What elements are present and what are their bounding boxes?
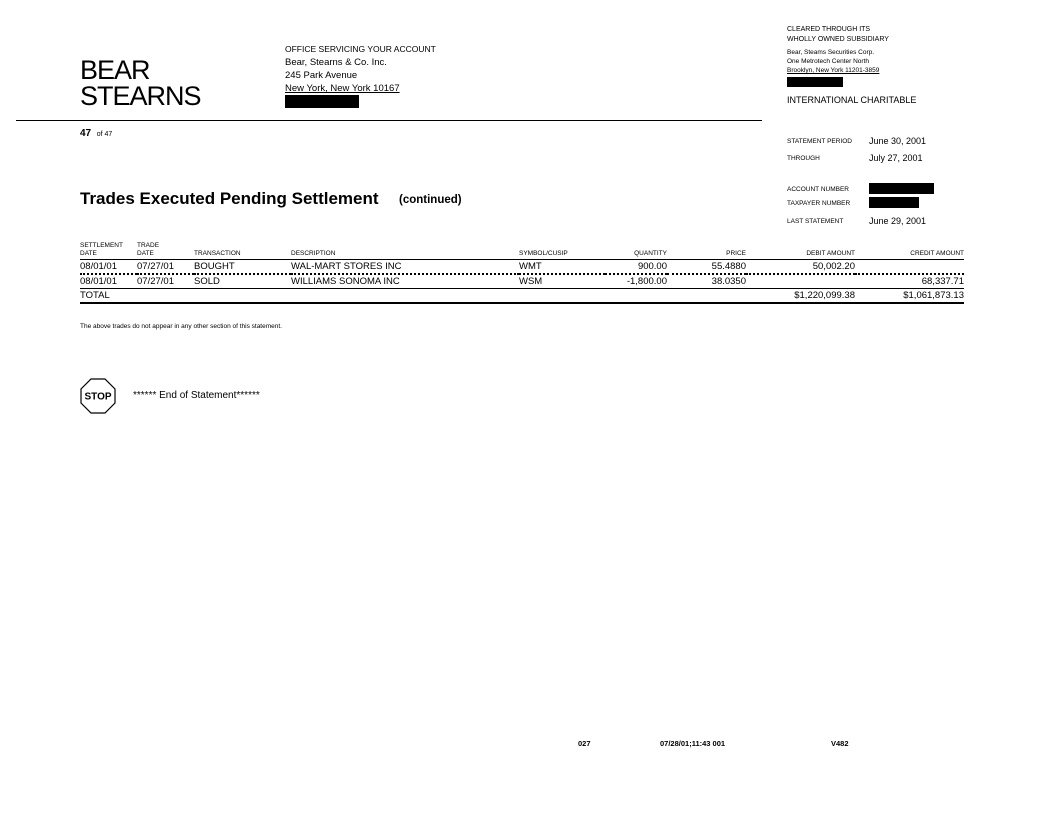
trades-note: The above trades do not appear in any other section of this statement. <box>80 323 282 330</box>
page-current: 47 <box>80 128 92 139</box>
bear-stearns-logo <box>80 57 200 109</box>
cell-settlement-date: 08/01/01 <box>80 260 137 275</box>
cell-description: WAL-MART STORES INC <box>291 260 519 275</box>
trades-table <box>80 242 964 304</box>
cell-settlement-date: 08/01/01 <box>80 274 137 289</box>
office-name: Bear, Stearns & Co. Inc. <box>285 57 387 68</box>
redacted-office-info <box>285 95 359 108</box>
page-of-total: of 47 <box>96 131 113 138</box>
section-continued: (continued) <box>399 194 462 206</box>
cell-trade-date: 07/27/01 <box>137 260 194 275</box>
clearing-name: Bear, Steams Securities Corp. <box>787 49 875 56</box>
cell-credit-amount: 68,337.71 <box>855 274 964 289</box>
clearing-line-1: CLEARED THROUGH ITS <box>787 26 871 33</box>
cell-price: 55.4880 <box>667 260 746 275</box>
cell-price: 38.0350 <box>667 274 746 289</box>
through-value: July 27, 2001 <box>869 153 923 163</box>
office-heading: OFFICE SERVICING YOUR ACCOUNT <box>285 44 436 54</box>
footer-datetime: 07/28/01;11:43 001 <box>660 739 726 748</box>
total-credit-amount: $1,061,873.13 <box>855 289 964 304</box>
clearing-info-block <box>787 25 987 105</box>
section-title: Trades Executed Pending Settlement <box>80 189 379 208</box>
statement-period-value: June 30, 2001 <box>869 136 927 146</box>
cell-transaction: SOLD <box>194 274 291 289</box>
total-label: TOTAL <box>80 289 746 304</box>
cell-description: WILLIAMS SONOMA INC <box>291 274 519 289</box>
table-row <box>80 274 964 289</box>
header-settlement-date: SETTLEMENT DATE <box>80 242 137 260</box>
logo-line-2: STEARNS <box>80 81 201 111</box>
header-quantity: QUANTITY <box>605 242 667 260</box>
header-price: PRICE <box>667 242 746 260</box>
header-description: DESCRIPTION <box>291 242 519 260</box>
stop-sign-icon <box>80 378 116 414</box>
office-street: 245 Park Avenue <box>285 70 358 81</box>
table-header-row <box>80 242 964 260</box>
cell-quantity: 900.00 <box>605 260 667 275</box>
cell-symbol: WMT <box>519 260 605 275</box>
clearing-street: One Metrotech Center North <box>787 58 870 65</box>
redacted-clearing-info <box>787 77 843 87</box>
cell-symbol: WSM <box>519 274 605 289</box>
through-label: THROUGH <box>787 155 820 162</box>
office-address-block <box>285 43 436 112</box>
header-divider <box>16 120 762 121</box>
account-name: INTERNATIONAL CHARITABLE <box>787 94 917 105</box>
header-symbol: SYMBOL/CUSIP <box>519 242 605 260</box>
header-debit-amount: DEBIT AMOUNT <box>746 242 855 260</box>
header-credit-amount: CREDIT AMOUNT <box>855 242 964 260</box>
end-of-statement: ****** End of Statement****** <box>133 390 260 401</box>
office-city: New York, New York 10167 <box>285 83 400 94</box>
redacted-taxpayer-number <box>869 197 919 208</box>
taxpayer-number-label: TAXPAYER NUMBER <box>787 200 851 207</box>
last-statement-label: LAST STATEMENT <box>787 218 844 225</box>
account-number-label: ACCOUNT NUMBER <box>787 186 849 193</box>
total-debit-amount: $1,220,099.38 <box>746 289 855 304</box>
footer-code-1: 027 <box>578 739 591 748</box>
redacted-account-number <box>869 183 934 194</box>
cell-transaction: BOUGHT <box>194 260 291 275</box>
cell-debit-amount: 50,002.20 <box>746 260 855 275</box>
cell-trade-date: 07/27/01 <box>137 274 194 289</box>
table-row <box>80 260 964 275</box>
footer-code-2: V482 <box>831 739 849 748</box>
logo-line-1: BEAR <box>80 55 150 85</box>
cell-quantity: -1,800.00 <box>605 274 667 289</box>
total-row <box>80 289 964 304</box>
stop-sign-text: STOP <box>84 391 112 403</box>
header-transaction: TRANSACTION <box>194 242 291 260</box>
cell-debit-amount <box>746 274 855 289</box>
clearing-line-2: WHOLLY OWNED SUBSIDIARY <box>787 35 889 43</box>
cell-credit-amount <box>855 260 964 275</box>
statement-period-label: STATEMENT PERIOD <box>787 138 853 145</box>
page-number <box>80 128 112 139</box>
header-trade-date: TRADE DATE <box>137 242 194 260</box>
clearing-city: Brooklyn, New York 11201-3859 <box>787 67 880 74</box>
last-statement-value: June 29, 2001 <box>869 216 927 226</box>
